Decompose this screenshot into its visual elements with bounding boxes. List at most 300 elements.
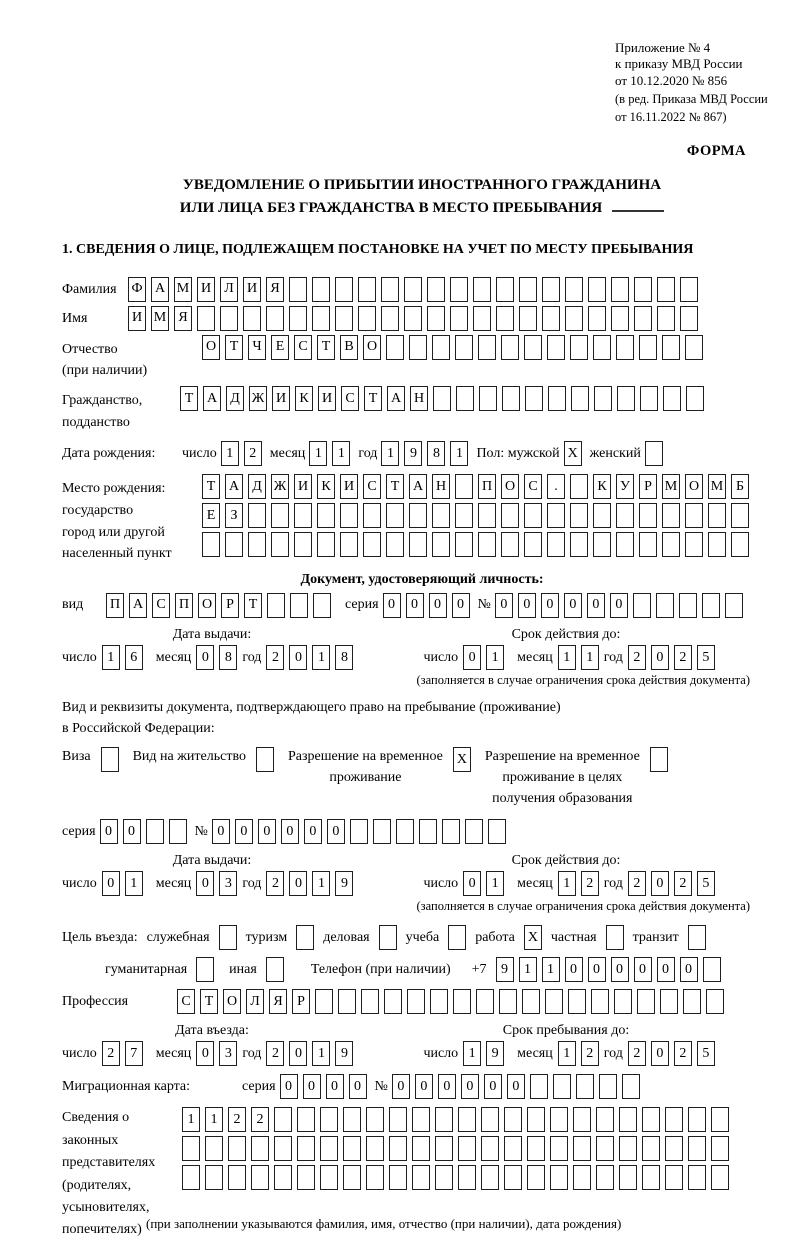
char-cell: 5 (697, 1041, 715, 1066)
sex-male-checkbox[interactable]: X (564, 441, 582, 466)
char-cell: П (175, 593, 193, 618)
blank-underline (612, 210, 664, 212)
char-cell: И (197, 277, 215, 302)
char-cell (248, 503, 266, 528)
char-cell: 1 (542, 957, 560, 982)
char-cell: 0 (461, 1074, 479, 1099)
char-cell: 1 (450, 441, 468, 466)
res-issue-year-boxes[interactable] (266, 871, 353, 896)
valid-year-boxes[interactable] (628, 645, 715, 670)
char-cell (711, 1136, 729, 1161)
char-cell: Р (292, 989, 310, 1014)
res-valid-year-boxes[interactable] (628, 871, 715, 896)
issue-day-boxes[interactable] (102, 645, 143, 670)
char-cell: 0 (235, 819, 253, 844)
birth-day-boxes[interactable] (221, 441, 262, 466)
doc-number-boxes[interactable] (495, 593, 743, 618)
char-cell (663, 386, 681, 411)
char-cell: 1 (205, 1107, 223, 1132)
option-visa (62, 746, 119, 772)
surname-boxes[interactable] (128, 277, 698, 302)
char-cell: 1 (486, 645, 504, 670)
birth-place-label: Место рождения: государство город или другой населенный пункт (62, 481, 172, 562)
char-cell (685, 335, 703, 360)
residence-doc-intro1: Вид и реквизиты документа, подтверждающего право на пребывание (проживание) (62, 699, 561, 715)
char-cell: Т (317, 335, 335, 360)
char-cell: 0 (281, 819, 299, 844)
char-cell (313, 593, 331, 618)
char-cell: 0 (349, 1074, 367, 1099)
purpose-transit-checkbox[interactable] (688, 925, 706, 950)
char-cell: А (225, 474, 243, 499)
year-label: год (242, 649, 262, 665)
char-cell (396, 819, 414, 844)
char-cell: Е (202, 503, 220, 528)
char-cell: 0 (102, 871, 120, 896)
char-cell: Т (244, 593, 262, 618)
month-label: месяц (517, 1046, 553, 1062)
annex-line: Приложение № 4 (615, 40, 711, 55)
char-cell: 0 (541, 593, 559, 618)
doc-kind-boxes[interactable] (106, 593, 331, 618)
char-cell (274, 1165, 292, 1190)
char-cell: А (409, 474, 427, 499)
char-cell (228, 1136, 246, 1161)
char-cell: О (363, 335, 381, 360)
char-cell (502, 386, 520, 411)
char-cell (343, 1165, 361, 1190)
char-cell (548, 386, 566, 411)
char-cell: 0 (196, 1041, 214, 1066)
char-cell: 0 (611, 957, 629, 982)
purpose-study-checkbox[interactable] (448, 925, 466, 950)
validity-note: (заполняется в случае ограничения срока действия документа) (416, 899, 750, 914)
char-cell: 9 (496, 957, 514, 982)
char-cell: 7 (125, 1041, 143, 1066)
char-cell: Т (386, 474, 404, 499)
residence-doc-options (62, 746, 782, 809)
valid-until-title: Срок действия до: (511, 626, 621, 642)
char-cell: 1 (221, 441, 239, 466)
char-cell (662, 503, 680, 528)
char-cell: 2 (102, 1041, 120, 1066)
char-cell (435, 1136, 453, 1161)
char-cell: И (243, 277, 261, 302)
char-cell (499, 989, 517, 1014)
entry-dates (62, 1041, 782, 1066)
char-cell (435, 1165, 453, 1190)
entry-date (62, 1041, 353, 1066)
purpose-humanitarian-label: гуманитарная (105, 961, 188, 977)
option-residence-permit (133, 746, 274, 772)
migration-number-boxes[interactable] (392, 1074, 640, 1099)
char-cell: 2 (581, 1041, 599, 1066)
char-cell (527, 1136, 545, 1161)
char-cell (274, 1136, 292, 1161)
entry-date-title: Дата въезда: (175, 1022, 249, 1038)
field-representatives (62, 1107, 782, 1241)
char-cell: Т (202, 474, 220, 499)
char-cell (588, 277, 606, 302)
year-label: год (603, 876, 623, 891)
char-cell (616, 335, 634, 360)
char-cell (450, 306, 468, 331)
char-cell: 0 (415, 1074, 433, 1099)
char-cell (568, 989, 586, 1014)
citizenship-boxes[interactable] (180, 386, 704, 411)
char-cell: 1 (102, 645, 120, 670)
res-valid-day-boxes[interactable] (463, 871, 504, 896)
sex-female-label: женский (589, 446, 641, 462)
field-citizenship (62, 386, 782, 433)
annex-line: к приказу МВД России (615, 56, 743, 72)
birth-year-boxes[interactable] (381, 441, 468, 466)
char-cell: 2 (266, 871, 284, 896)
birth-date-label: Дата рождения: (62, 446, 156, 462)
char-cell (519, 277, 537, 302)
char-cell: 2 (266, 1041, 284, 1066)
char-cell (456, 386, 474, 411)
char-cell (588, 306, 606, 331)
char-cell: А (203, 386, 221, 411)
char-cell: Д (226, 386, 244, 411)
char-cell (335, 306, 353, 331)
char-cell (427, 306, 445, 331)
char-cell (409, 532, 427, 557)
option-temp-residence (288, 746, 471, 788)
char-cell: 2 (628, 645, 646, 670)
entry-date-headers (62, 1022, 782, 1040)
form-title-line2: ИЛИ ЛИЦА БЕЗ ГРАЖДАНСТВА В МЕСТО ПРЕБЫВАНИЯ (62, 197, 782, 220)
purpose-tourism-checkbox[interactable] (296, 925, 314, 950)
purpose-business-checkbox[interactable] (379, 925, 397, 950)
char-cell: 8 (219, 645, 237, 670)
char-cell (297, 1107, 315, 1132)
year-label: год (358, 446, 378, 462)
char-cell (547, 532, 565, 557)
char-cell: 2 (674, 871, 692, 896)
char-cell (297, 1136, 315, 1161)
char-cell (593, 335, 611, 360)
char-cell (366, 1136, 384, 1161)
birth-place-row2[interactable] (202, 503, 749, 528)
char-cell (381, 306, 399, 331)
char-cell (662, 335, 680, 360)
char-cell (455, 503, 473, 528)
identity-doc-dates (62, 645, 782, 670)
char-cell (688, 1136, 706, 1161)
identity-issue-date (62, 645, 353, 670)
char-cell: М (174, 277, 192, 302)
char-cell (619, 1165, 637, 1190)
char-cell (619, 1107, 637, 1132)
residence-permit-checkbox[interactable] (256, 747, 274, 772)
char-cell: Т (180, 386, 198, 411)
char-cell: Н (432, 474, 450, 499)
char-cell: С (294, 335, 312, 360)
char-cell (593, 532, 611, 557)
char-cell (205, 1136, 223, 1161)
char-cell (550, 1107, 568, 1132)
representatives-row2[interactable] (182, 1136, 729, 1161)
char-cell: 0 (565, 957, 583, 982)
entry-month-boxes[interactable] (196, 1041, 237, 1066)
month-label: месяц (155, 649, 192, 665)
annex-line: от 10.12.2020 № 856 (615, 72, 728, 88)
char-cell: С (524, 474, 542, 499)
char-cell: Н (410, 386, 428, 411)
char-cell (340, 532, 358, 557)
char-cell (685, 532, 703, 557)
profession-label: Профессия (62, 993, 129, 1009)
char-cell (478, 335, 496, 360)
res-issue-day-boxes[interactable] (102, 871, 143, 896)
char-cell: 0 (651, 1041, 669, 1066)
form-title (62, 174, 782, 219)
char-cell: 0 (634, 957, 652, 982)
annex-reference (615, 40, 782, 126)
char-cell: И (294, 474, 312, 499)
char-cell: К (317, 474, 335, 499)
temp-residence-label: Разрешение на временное проживание (287, 748, 443, 785)
char-cell: 0 (452, 593, 470, 618)
char-cell: 0 (588, 957, 606, 982)
char-cell (473, 277, 491, 302)
char-cell (404, 277, 422, 302)
char-cell (530, 1074, 548, 1099)
issue-date-title: Дата выдачи: (172, 626, 252, 642)
char-cell (433, 386, 451, 411)
stay-year-boxes[interactable] (628, 1041, 715, 1066)
char-cell (708, 503, 726, 528)
birth-place-row3[interactable] (202, 532, 749, 557)
char-cell: 1 (312, 1041, 330, 1066)
char-cell (501, 335, 519, 360)
amendment-line: от 16.11.2022 № 867) (615, 110, 727, 125)
char-cell: Л (246, 989, 264, 1014)
birth-place-row1[interactable] (202, 474, 749, 499)
day-label: число (423, 1046, 459, 1062)
char-cell (522, 989, 540, 1014)
char-cell: 8 (335, 645, 353, 670)
char-cell (458, 1136, 476, 1161)
char-cell (680, 277, 698, 302)
char-cell: 0 (429, 593, 447, 618)
purpose-humanitarian-checkbox[interactable] (196, 957, 214, 982)
char-cell (524, 335, 542, 360)
char-cell (545, 989, 563, 1014)
char-cell (335, 277, 353, 302)
char-cell (550, 1136, 568, 1161)
char-cell: 0 (507, 1074, 525, 1099)
char-cell (481, 1136, 499, 1161)
char-cell: У (616, 474, 634, 499)
purpose-other-checkbox[interactable] (266, 957, 284, 982)
char-cell: 0 (196, 645, 214, 670)
entry-year-boxes[interactable] (266, 1041, 353, 1066)
char-cell: 1 (486, 871, 504, 896)
valid-month-boxes[interactable] (558, 645, 599, 670)
phone-boxes[interactable] (496, 957, 721, 982)
purpose-other-label: иная (229, 961, 257, 977)
purpose-official-checkbox[interactable] (219, 925, 237, 950)
representatives-label: Сведения о законных представителях (родителях, усыновителях, попечителях) (62, 1110, 156, 1238)
field-migration-card (62, 1074, 782, 1099)
residence-doc-intro2: в Российской Федерации: (62, 721, 215, 737)
char-cell (504, 1136, 522, 1161)
doc-series-boxes[interactable] (383, 593, 470, 618)
char-cell: С (341, 386, 359, 411)
char-cell: 0 (518, 593, 536, 618)
char-cell: Д (248, 474, 266, 499)
char-cell: 0 (327, 819, 345, 844)
char-cell: М (662, 474, 680, 499)
residence-series-boxes[interactable] (100, 819, 187, 844)
char-cell (706, 989, 724, 1014)
res-valid-month-boxes[interactable] (558, 871, 599, 896)
char-cell (656, 593, 674, 618)
char-cell (404, 306, 422, 331)
char-cell (496, 306, 514, 331)
char-cell (731, 503, 749, 528)
char-cell (573, 1165, 591, 1190)
char-cell: О (501, 474, 519, 499)
char-cell: И (128, 306, 146, 331)
char-cell: 0 (303, 1074, 321, 1099)
doc-series-label: серия (345, 597, 379, 613)
purpose-work-checkbox[interactable]: X (524, 925, 542, 950)
char-cell: П (478, 474, 496, 499)
char-cell: 0 (326, 1074, 344, 1099)
char-cell (271, 532, 289, 557)
char-cell (455, 335, 473, 360)
char-cell (432, 532, 450, 557)
field-birth-place (62, 474, 782, 565)
char-cell (479, 386, 497, 411)
char-cell (478, 532, 496, 557)
char-cell: С (363, 474, 381, 499)
residence-doc-dates (62, 871, 782, 896)
char-cell (617, 386, 635, 411)
char-cell (619, 1136, 637, 1161)
res-issue-month-boxes[interactable] (196, 871, 237, 896)
char-cell (570, 474, 588, 499)
char-cell (317, 532, 335, 557)
purpose-study-label: учеба (405, 929, 440, 945)
char-cell: Т (200, 989, 218, 1014)
given-name-boxes[interactable] (128, 306, 698, 331)
char-cell (525, 386, 543, 411)
char-cell: 3 (219, 871, 237, 896)
char-cell (386, 532, 404, 557)
temp-residence-education-checkbox[interactable] (650, 747, 668, 772)
char-cell: О (685, 474, 703, 499)
char-cell (527, 1107, 545, 1132)
char-cell (565, 306, 583, 331)
char-cell (389, 1136, 407, 1161)
representatives-rows (146, 1107, 729, 1241)
char-cell (708, 532, 726, 557)
char-cell (731, 532, 749, 557)
char-cell (611, 306, 629, 331)
char-cell: 2 (628, 871, 646, 896)
char-cell (294, 503, 312, 528)
char-cell (312, 306, 330, 331)
char-cell (573, 1107, 591, 1132)
char-cell (725, 593, 743, 618)
issue-month-boxes[interactable] (196, 645, 237, 670)
sex-female-checkbox[interactable] (645, 441, 663, 466)
day-label: число (182, 446, 217, 462)
char-cell: З (225, 503, 243, 528)
migration-series-boxes[interactable] (280, 1074, 367, 1099)
char-cell (524, 503, 542, 528)
stay-month-boxes[interactable] (558, 1041, 599, 1066)
char-cell: 0 (651, 871, 669, 896)
valid-day-boxes[interactable] (463, 645, 504, 670)
form-label: ФОРМА (686, 143, 746, 159)
char-cell (703, 957, 721, 982)
visa-checkbox[interactable] (101, 747, 119, 772)
representatives-row3[interactable] (182, 1165, 729, 1190)
char-cell (665, 1107, 683, 1132)
stay-day-boxes[interactable] (463, 1041, 504, 1066)
migration-card-label: Миграционная карта: (62, 1079, 191, 1095)
char-cell (366, 1107, 384, 1132)
char-cell (251, 1136, 269, 1161)
char-cell (442, 819, 460, 844)
char-cell: 5 (697, 871, 715, 896)
char-cell: 0 (212, 819, 230, 844)
char-cell: Т (364, 386, 382, 411)
char-cell (570, 532, 588, 557)
char-cell (320, 1107, 338, 1132)
char-cell: И (318, 386, 336, 411)
patronymic-boxes[interactable] (202, 335, 703, 360)
char-cell (547, 503, 565, 528)
char-cell (197, 306, 215, 331)
representatives-row1[interactable] (182, 1107, 729, 1132)
entry-day-boxes[interactable] (102, 1041, 143, 1066)
entry-purpose-label: Цель въезда: (62, 929, 138, 945)
residence-number-boxes[interactable] (212, 819, 506, 844)
field-patronymic (62, 335, 782, 382)
char-cell (432, 503, 450, 528)
char-cell (381, 277, 399, 302)
char-cell (320, 1136, 338, 1161)
char-cell (657, 277, 675, 302)
char-cell: Я (266, 277, 284, 302)
birth-month-boxes[interactable] (309, 441, 350, 466)
field-identity-doc (62, 593, 782, 618)
char-cell (593, 503, 611, 528)
char-cell: Ф (128, 277, 146, 302)
profession-boxes[interactable] (177, 989, 724, 1014)
char-cell (501, 532, 519, 557)
issue-year-boxes[interactable] (266, 645, 353, 670)
doc-number-label: № (477, 597, 491, 613)
char-cell: 9 (404, 441, 422, 466)
char-cell (220, 306, 238, 331)
temp-residence-checkbox[interactable]: X (453, 747, 471, 772)
surname-label: Фамилия (62, 281, 117, 297)
char-cell (622, 1074, 640, 1099)
char-cell: 5 (697, 645, 715, 670)
char-cell (591, 989, 609, 1014)
month-label: месяц (269, 446, 306, 462)
char-cell (358, 306, 376, 331)
purpose-private-checkbox[interactable] (606, 925, 624, 950)
